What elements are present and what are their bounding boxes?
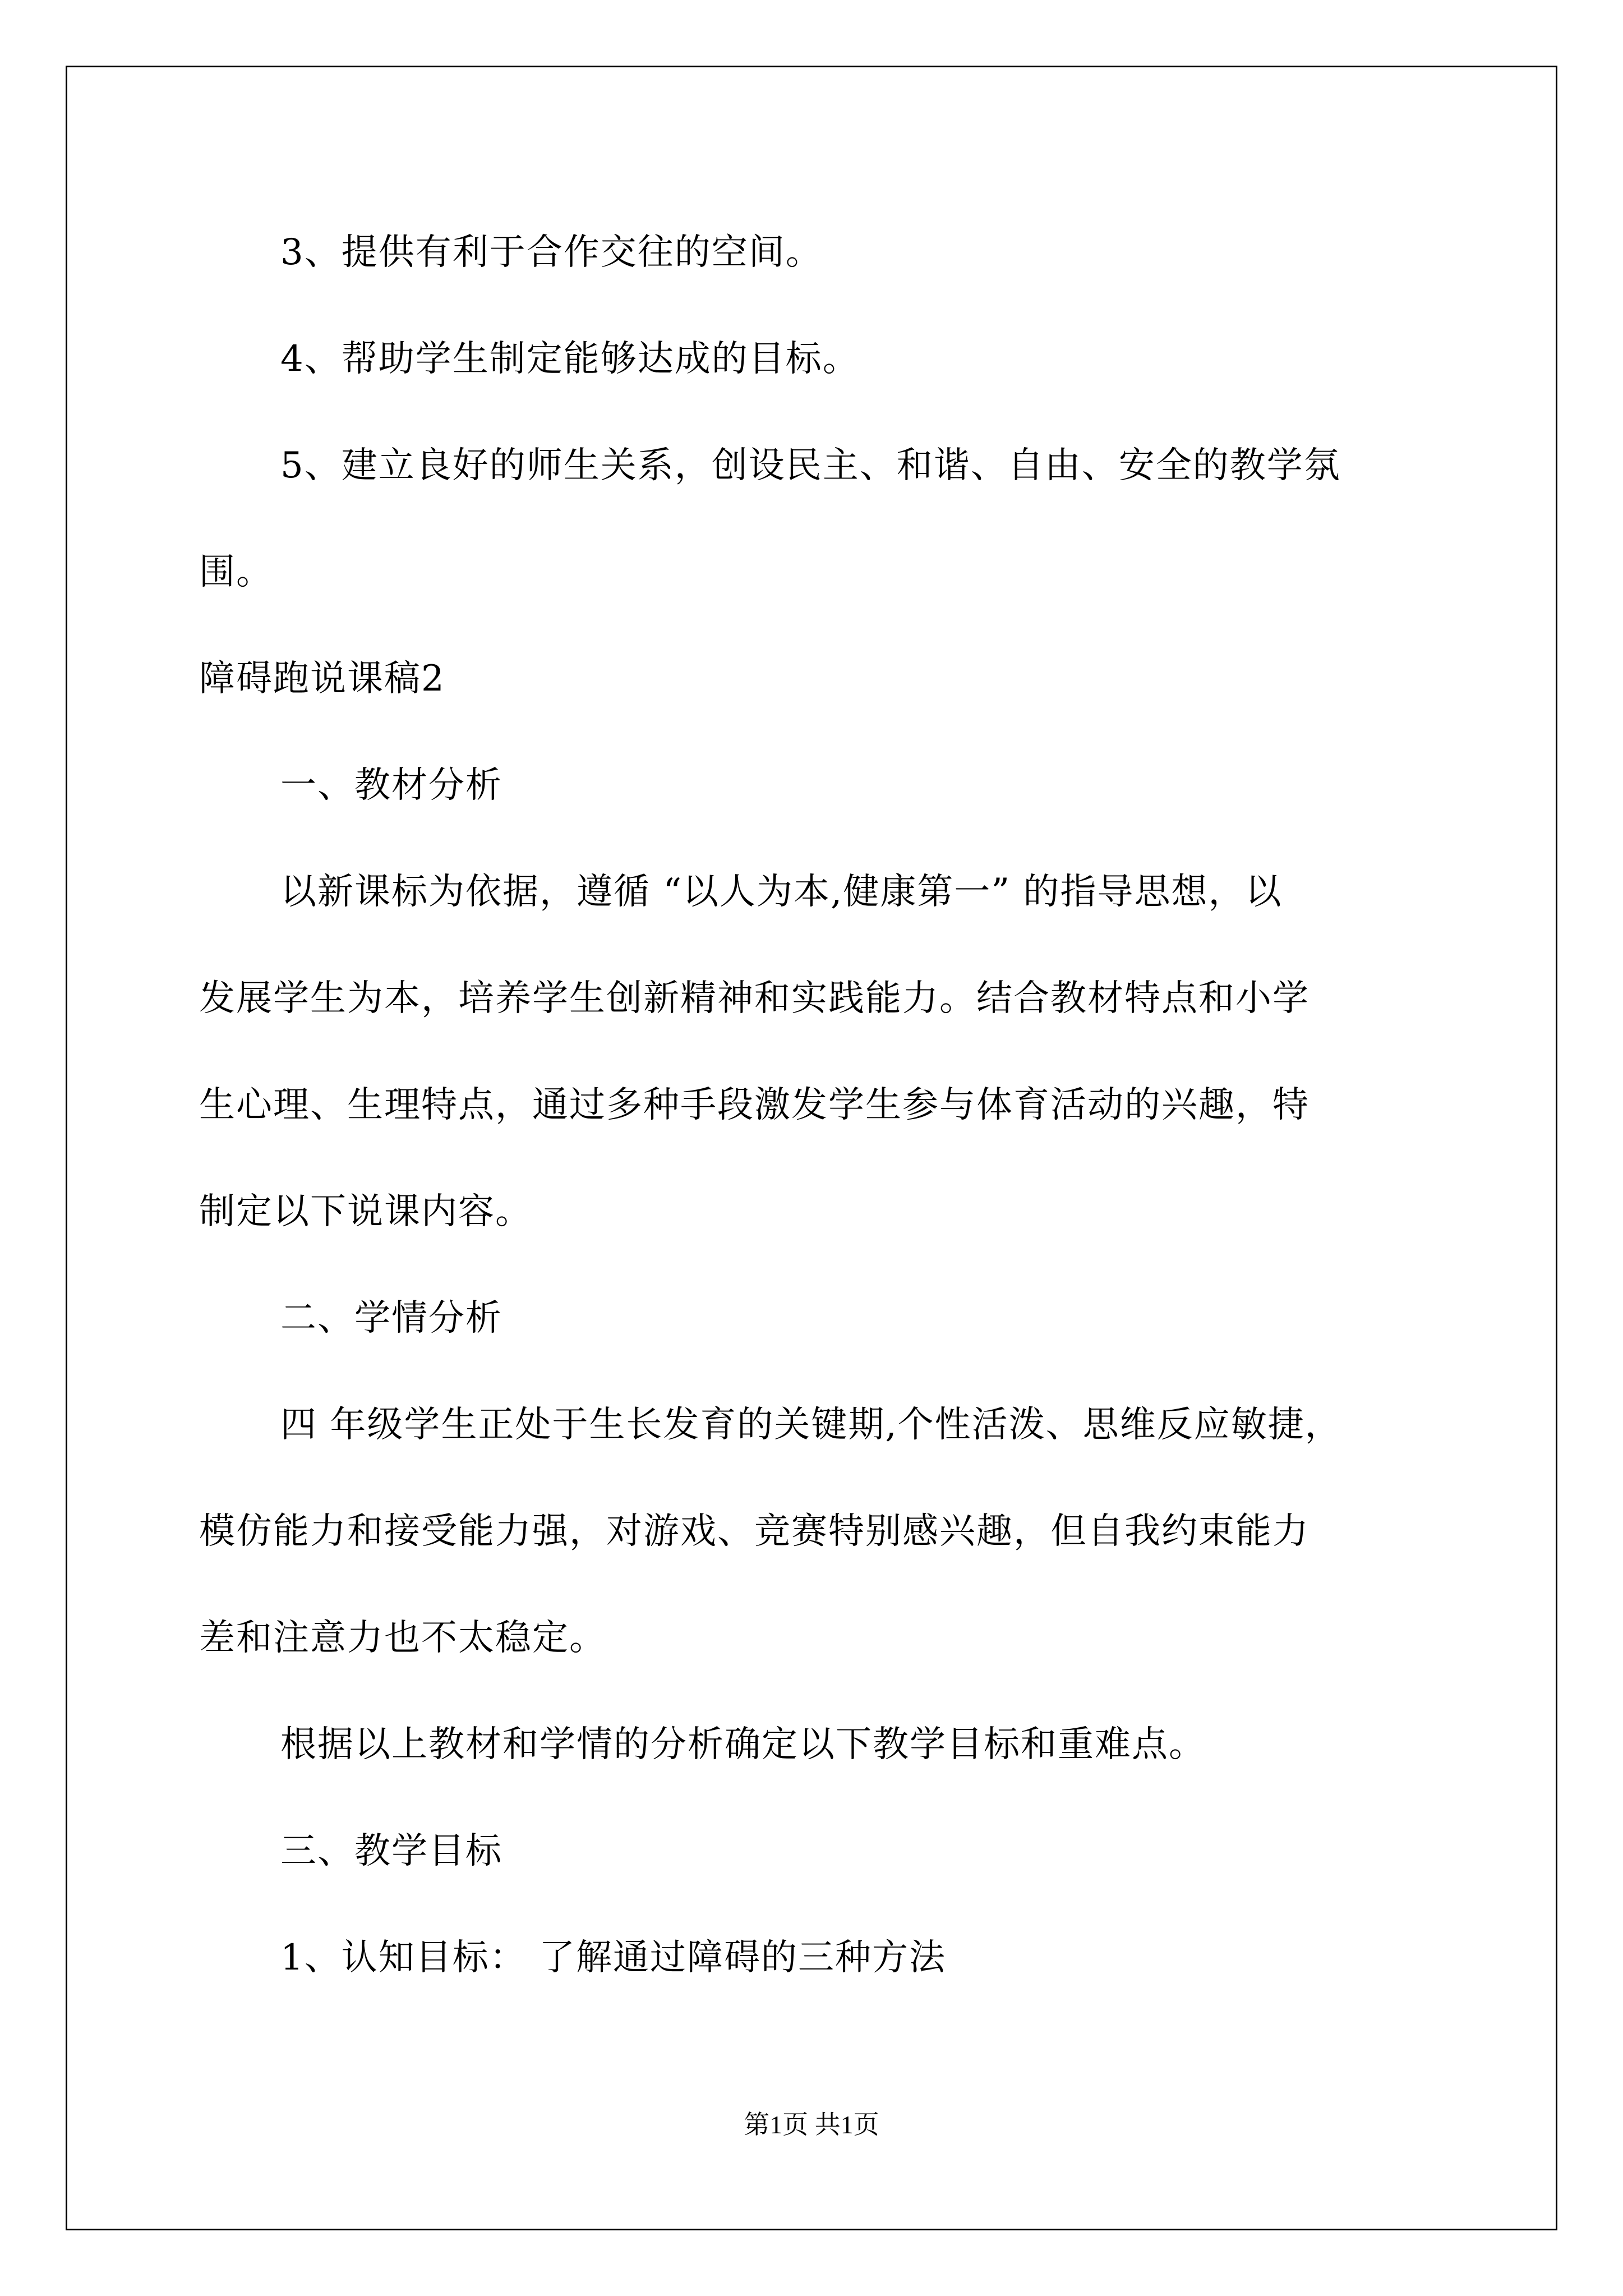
paragraph-line: 模仿能力和接受能力强，对游戏、竞赛特别感兴趣，但自我约束能力 (199, 1511, 1310, 1552)
paragraph-line: 发展学生为本，培养学生创新精神和实践能力。结合教材特点和小学 (199, 978, 1310, 1019)
paragraph-line: 生心理、生理特点，通过多种手段激发学生参与体育活动的兴趣，特 (199, 1084, 1310, 1126)
paragraph-line: 根据以上教材和学情的分析确定以下教学目标和重难点。 (280, 1724, 1206, 1765)
paragraph-line: 四 年级学生正处于生长发育的关键期,个性活泼、思维反应敏捷， (280, 1404, 1342, 1446)
paragraph-line: 差和注意力也不太稳定。 (199, 1617, 606, 1659)
list-item-4: 4、帮助学生制定能够达成的目标。 (280, 338, 860, 380)
page-border (66, 66, 1557, 2230)
goal-item-1: 1、认知目标： 了解通过障碍的三种方法 (280, 1937, 947, 1978)
paragraph-line: 制定以下说课内容。 (199, 1191, 532, 1232)
list-item-5-continued: 围。 (199, 551, 273, 593)
heading-student-analysis: 二、学情分析 (280, 1297, 502, 1339)
list-item-3: 3、提供有利于合作交往的空间。 (280, 232, 823, 273)
heading-teaching-goals: 三、教学目标 (280, 1830, 502, 1872)
section-title: 障碍跑说课稿2 (199, 658, 445, 700)
heading-textbook-analysis: 一、教材分析 (280, 765, 502, 806)
paragraph-line: 以新课标为依据，遵循 “以人为本,健康第一” 的指导思想，以 (280, 871, 1283, 913)
list-item-5: 5、建立良好的师生关系，创设民主、和谐、自由、安全的教学氛 (280, 445, 1341, 486)
page-footer: 第1页 共1页 (744, 2110, 879, 2139)
